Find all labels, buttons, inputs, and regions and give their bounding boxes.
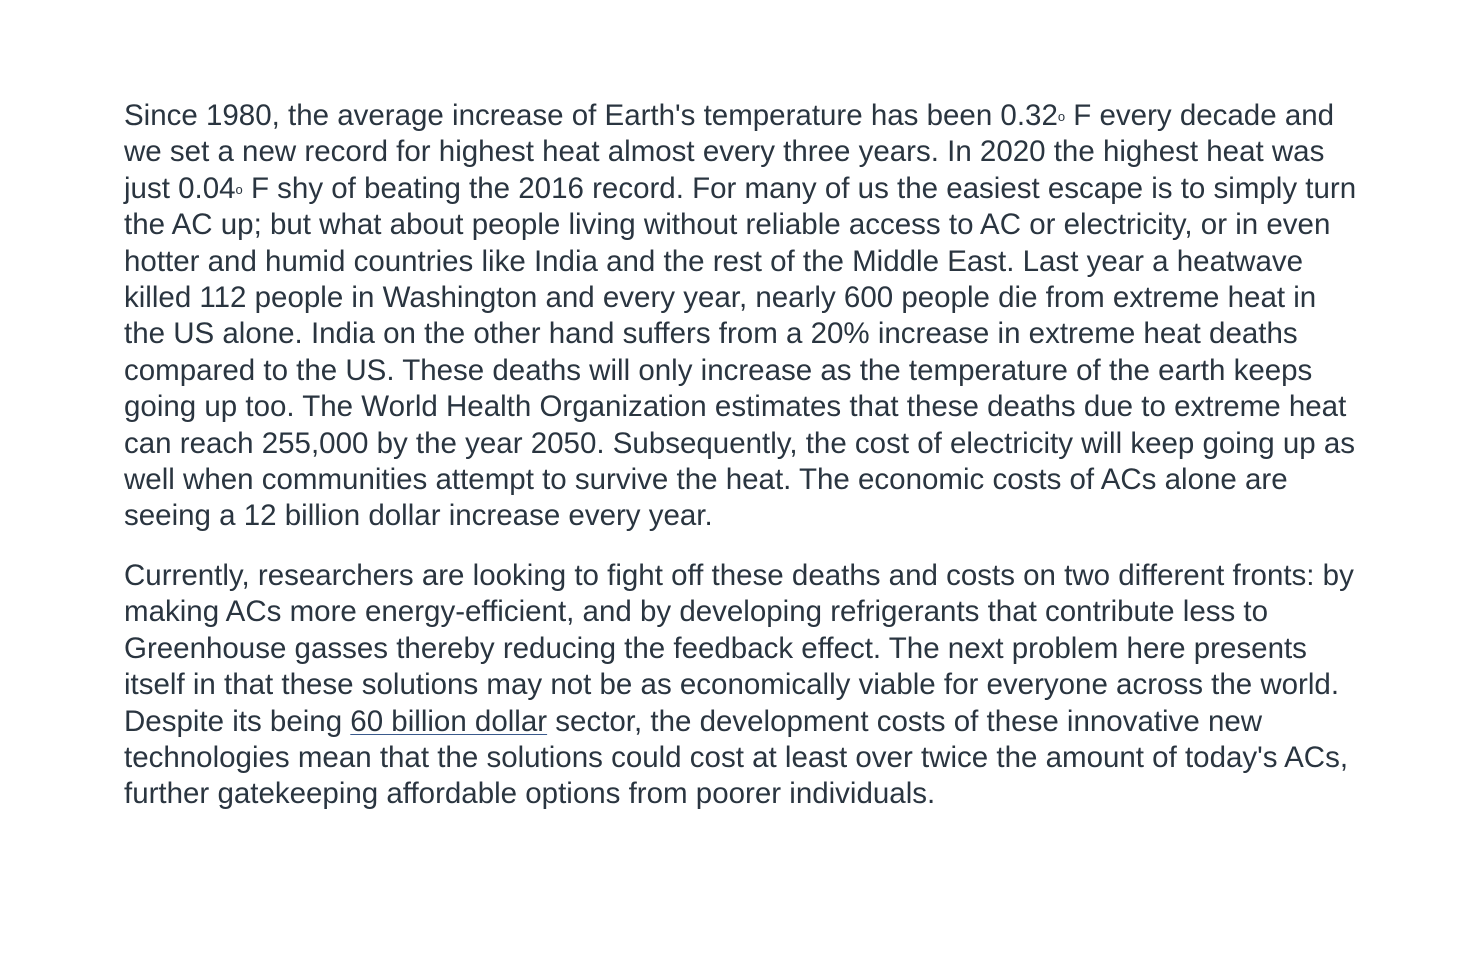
article-body — [124, 98, 1364, 813]
paragraph-2-text-a: Currently, researchers are looking to fight off these deaths and costs on two different fronts: by making ACs more energy-efficient, and by developing refrigerants that contribute less to Greenhouse gasses thereby reducing the feedback effect. The next problem here presents itself in that these solutions may not be as economically viable for everyone across the world. Despite its being — [124, 558, 1354, 738]
sector-value-link[interactable]: 60 billion dollar — [350, 704, 548, 738]
paragraph-1-text-a: Since 1980, the average increase of Earth's temperature has been 0.32 — [124, 99, 1058, 132]
paragraph-heat-statistics — [124, 98, 1364, 535]
paragraph-2-text-b: sector, the development costs of these innovative new technologies mean that the solutions could cost at least over twice the amount of today's ACs, further gatekeeping affordable options from poorer individuals. — [124, 704, 1349, 811]
paragraph-research-costs — [124, 558, 1364, 813]
paragraph-1-text-c: F shy of beating the 2016 record. For many of us the easiest escape is to simply turn the AC up; but what about people living without reliable access to AC or electricity, or in even hotter and humid countries like India and the rest of the Middle East. Last year a heatwave killed 112 people in Washington and every year, nearly 600 people die from extreme heat in the US alone. India on the other hand suffers from a 20% increase in extreme heat deaths compared to the US. These deaths will only increase as the temperature of the earth keeps going up too. The World Health Organization estimates that these deaths due to extreme heat can reach 255,000 by the year 2050. Subsequently, the cost of electricity will keep going up as well when communities attempt to survive the heat. The economic costs of ACs alone are seeing a 12 billion dollar increase every year. — [124, 171, 1357, 533]
degree-symbol: o — [1057, 109, 1066, 124]
paragraph-1-text-b: F every decade and we set a new record for highest heat almost every three years. In 2020 the highest heat was just 0.04 — [124, 99, 1335, 205]
degree-symbol: o — [235, 181, 243, 197]
